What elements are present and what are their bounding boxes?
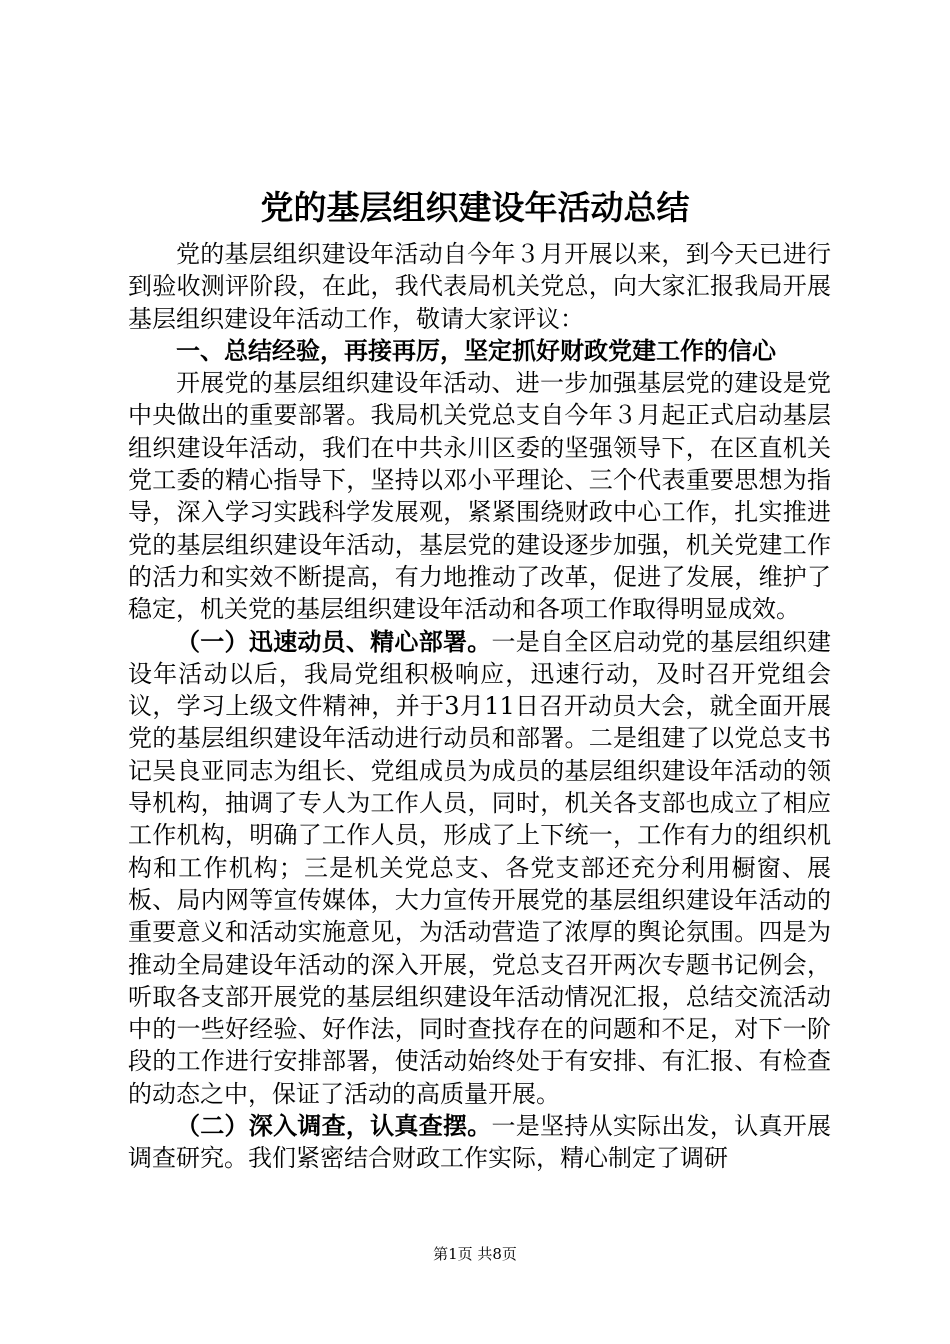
section-1-paragraph: 开展党的基层组织建设年活动、进一步加强基层党的建设是党中央做出的重要部署。我局机关党总支自今年３月起正式启动基层组织建设年活动，我们在中共永川区委的坚强领导下，在区直机关党工委的精心指导下，坚持以邓小平理论、三个代表重要思想为指导，深入学习实践科学发展观，紧紧围绕财政中心工作，扎实推进党的基层组织建设年活动，基层党的建设逐步加强，机关党建工作的活力和实效不断提高，有力地推动了改革，促进了发展，维护了稳定，机关党的基层组织建设年活动和各项工作取得明显成效。 xyxy=(128,369,831,624)
subsection-heading-2: （二）深入调查，认真查摆。 xyxy=(176,1111,492,1141)
subsection-2-text: 一是坚持从实际出发，认真开展调查研究。我们紧密结合财政工作实际，精心制定了调研 xyxy=(128,1112,831,1173)
subsection-1-paragraph xyxy=(128,626,831,1110)
document-title: 党的基层组织建设年活动总结 xyxy=(260,188,690,227)
intro-paragraph: 党的基层组织建设年活动自今年３月开展以来，到今天已进行到验收测评阶段，在此，我代表局机关党总，向大家汇报我局开展基层组织建设年活动工作，敬请大家评议： xyxy=(128,240,831,333)
page-footer: 第1页 共8页 xyxy=(433,1245,517,1263)
section-heading-1: 一、总结经验，再接再厉，坚定抓好财政党建工作的信心 xyxy=(176,335,776,365)
subsection-2-paragraph xyxy=(128,1110,831,1175)
subsection-heading-1: （一）迅速动员、精心部署。 xyxy=(176,626,492,656)
subsection-1-text: 一是自全区启动党的基层组织建设年活动以后，我局党组积极响应，迅速行动，及时召开党组会议，学习上级文件精神，并于3月11日召开动员大会，就全面开展党的基层组织建设年活动进行动员和部署。二是组建了以党总支书记吴良亚同志为组长、党组成员为成员的基层组织建设年活动的领导机构，抽调了专人为工作人员，同时，机关各支部也成立了相应工作机构，明确了工作人员，形成了上下统一，工作有力的组织机构和工作机构；三是机关党总支、各党支部还充分利用橱窗、展板、局内网等宣传媒体，大力宣传开展党的基层组织建设年活动的重要意义和活动实施意见，为活动营造了浓厚的舆论氛围。四是为推动全局建设年活动的深入开展，党总支召开两次专题书记例会，听取各支部开展党的基层组织建设年活动情况汇报，总结交流活动中的一些好经验、好作法，同时查找存在的问题和不足，对下一阶段的工作进行安排部署，使活动始终处于有安排、有汇报、有检查的动态之中，保证了活动的高质量开展。 xyxy=(128,627,831,1108)
document-body xyxy=(128,238,831,1175)
